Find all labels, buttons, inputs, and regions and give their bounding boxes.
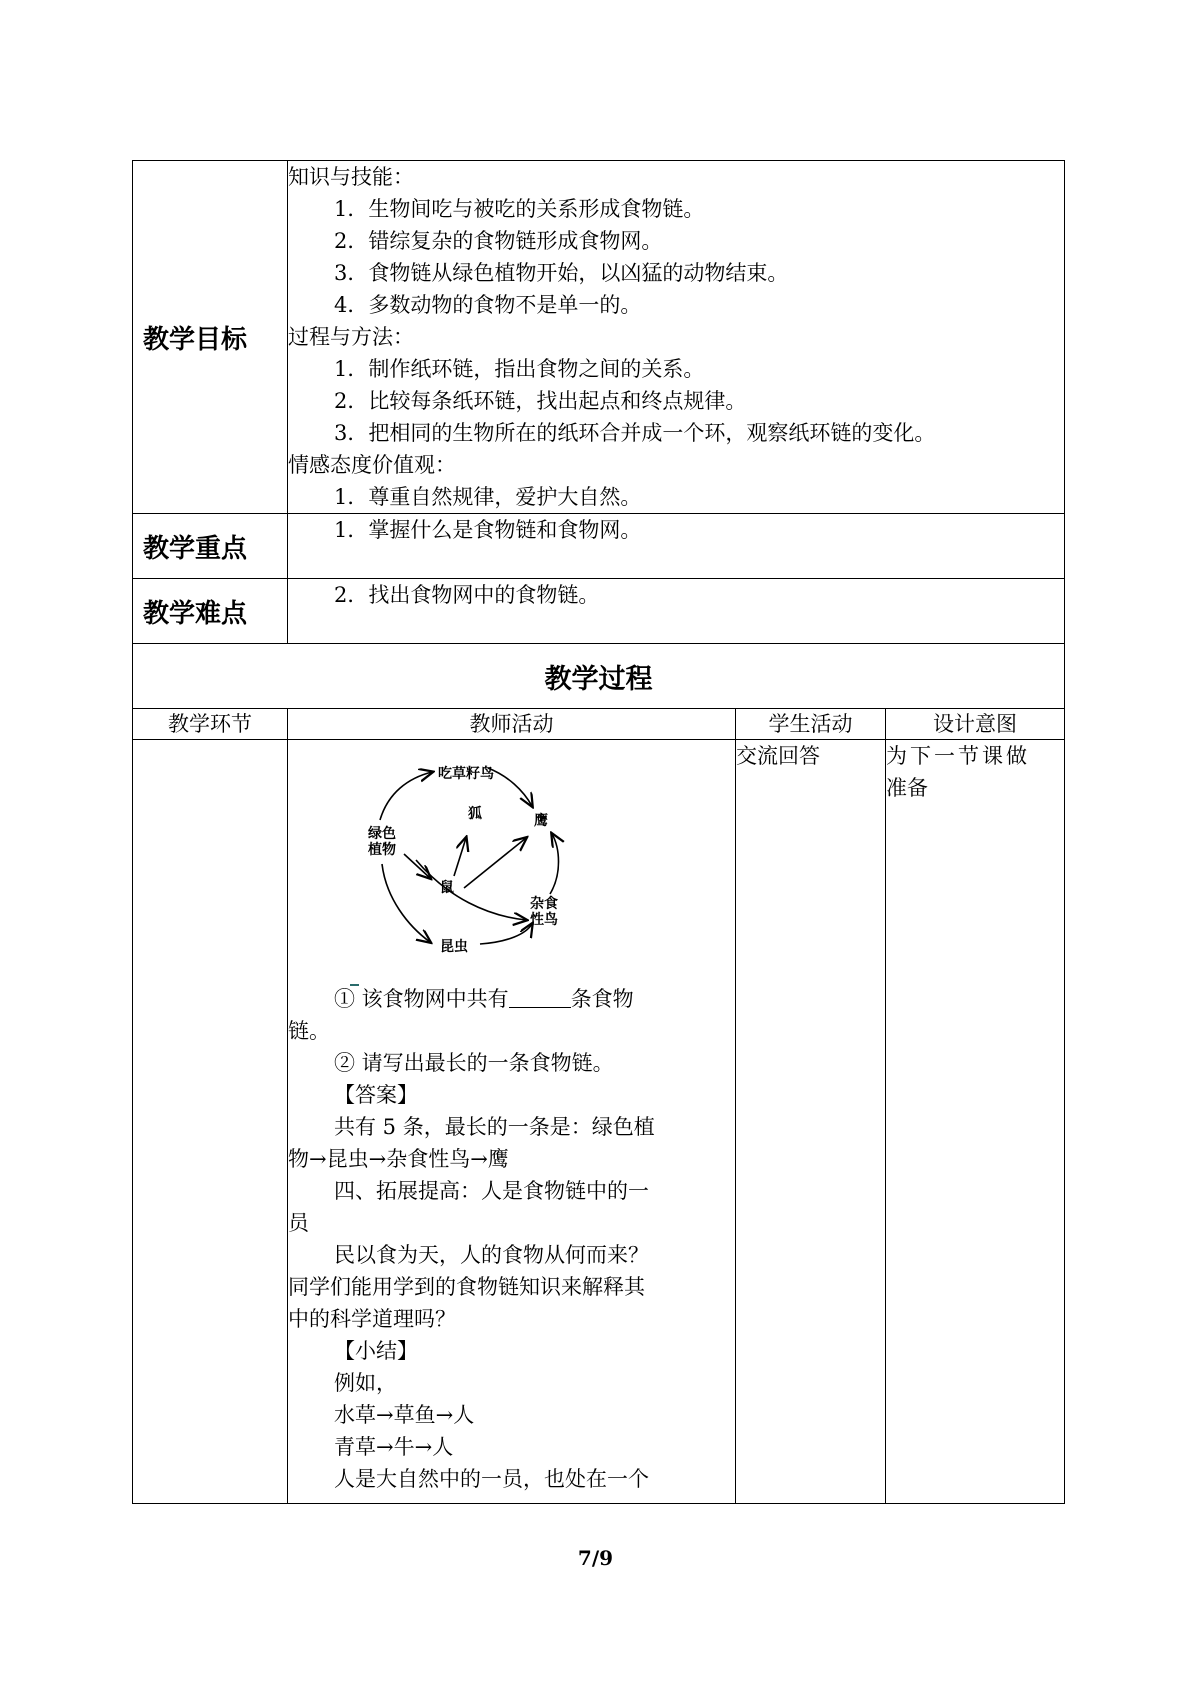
diagram-caption-mark xyxy=(288,963,735,973)
answer-text: 共有 5 条，最长的一条是：绿色植 xyxy=(334,1115,655,1139)
emotion-item: 1．尊重自然规律，爱护大自然。 xyxy=(334,485,642,509)
difficulty-row xyxy=(133,579,1065,644)
difficulty-label: 教学难点 xyxy=(133,579,288,644)
column-header: 教学环节 xyxy=(133,709,288,740)
key-point-text: 1．掌握什么是食物链和食物网。 xyxy=(334,518,642,542)
process-title-row xyxy=(133,644,1065,709)
question-2: ② 请写出最长的一条食物链。 xyxy=(334,1051,614,1075)
knowledge-item: 1．生物间吃与被吃的关系形成食物链。 xyxy=(334,197,705,221)
process-item: 2．比较每条纸环链，找出起点和终点规律。 xyxy=(334,389,747,413)
lesson-plan-table xyxy=(132,160,1065,1504)
extend-heading-cont: 员 xyxy=(288,1211,309,1235)
student-activity-text: 交流回答 xyxy=(736,744,820,768)
objectives-row xyxy=(133,161,1065,514)
question-1: ① 该食物网中共有 条食物 xyxy=(334,987,634,1011)
extend-heading: 四、拓展提高：人是食物链中的一 xyxy=(334,1179,649,1203)
discussion-text: 民以食为天，人的食物从何而来？ xyxy=(334,1243,649,1267)
objectives-content xyxy=(288,161,1065,514)
discussion-text-cont: 中的科学道理吗？ xyxy=(288,1307,456,1331)
stage-cell xyxy=(133,740,288,1504)
process-item: 1．制作纸环链，指出食物之间的关系。 xyxy=(334,357,705,381)
column-header-row xyxy=(133,709,1065,740)
diagram-node-fox: 狐 xyxy=(468,806,482,822)
emotion-title: 情感态度价值观： xyxy=(288,453,456,477)
answer-blank xyxy=(509,987,571,1008)
process-row xyxy=(133,740,1065,1504)
diagram-node-eagle: 鹰 xyxy=(534,813,548,829)
answer-text-cont: 物→昆虫→杂食性鸟→鹰 xyxy=(288,1147,509,1171)
food-web-diagram xyxy=(368,748,588,963)
key-point-label: 教学重点 xyxy=(133,514,288,579)
column-header: 教师活动 xyxy=(288,709,736,740)
process-title: 过程与方法： xyxy=(288,325,414,349)
knowledge-title: 知识与技能： xyxy=(288,165,414,189)
diagram-node-bird-seed: 吃草籽鸟 xyxy=(438,766,494,782)
teacher-activity-cell xyxy=(288,740,736,1504)
column-header: 学生活动 xyxy=(736,709,886,740)
knowledge-item: 2．错综复杂的食物链形成食物网。 xyxy=(334,229,663,253)
diagram-node-mouse: 鼠 xyxy=(440,880,454,896)
summary-text: 人是大自然中的一员，也处在一个 xyxy=(334,1467,649,1491)
example-chain: 水草→草鱼→人 xyxy=(334,1403,475,1427)
diagram-node-omnivore: 性鸟 xyxy=(530,912,558,928)
summary-title: 【小结】 xyxy=(334,1339,418,1363)
process-item: 3．把相同的生物所在的纸环合并成一个环，观察纸环链的变化。 xyxy=(334,421,936,445)
column-header: 设计意图 xyxy=(886,709,1065,740)
key-point-row xyxy=(133,514,1065,579)
process-section-title: 教学过程 xyxy=(133,644,1065,709)
diagram-node-omnivore: 杂食 xyxy=(530,896,558,912)
design-intent-text: 为下一节课做 xyxy=(886,744,1030,768)
question-1-cont: 链。 xyxy=(288,1019,330,1043)
example-label: 例如， xyxy=(334,1371,397,1395)
difficulty-text: 2．找出食物网中的食物链。 xyxy=(334,583,600,607)
knowledge-item: 3．食物链从绿色植物开始，以凶猛的动物结束。 xyxy=(334,261,789,285)
diagram-node-plant: 绿色 xyxy=(368,826,396,842)
knowledge-item: 4．多数动物的食物不是单一的。 xyxy=(334,293,642,317)
design-intent-cell xyxy=(886,740,1065,1504)
answer-title: 【答案】 xyxy=(334,1083,418,1107)
student-activity-cell xyxy=(736,740,886,1504)
design-intent-text-cont: 准备 xyxy=(886,776,928,800)
discussion-text-cont: 同学们能用学到的食物链知识来解释其 xyxy=(288,1275,645,1299)
diagram-node-plant: 植物 xyxy=(368,842,396,858)
example-chain: 青草→牛→人 xyxy=(334,1435,454,1459)
page-number: 7/9 xyxy=(577,1546,614,1570)
diagram-node-insect: 昆虫 xyxy=(440,939,468,955)
objectives-label: 教学目标 xyxy=(133,161,288,514)
